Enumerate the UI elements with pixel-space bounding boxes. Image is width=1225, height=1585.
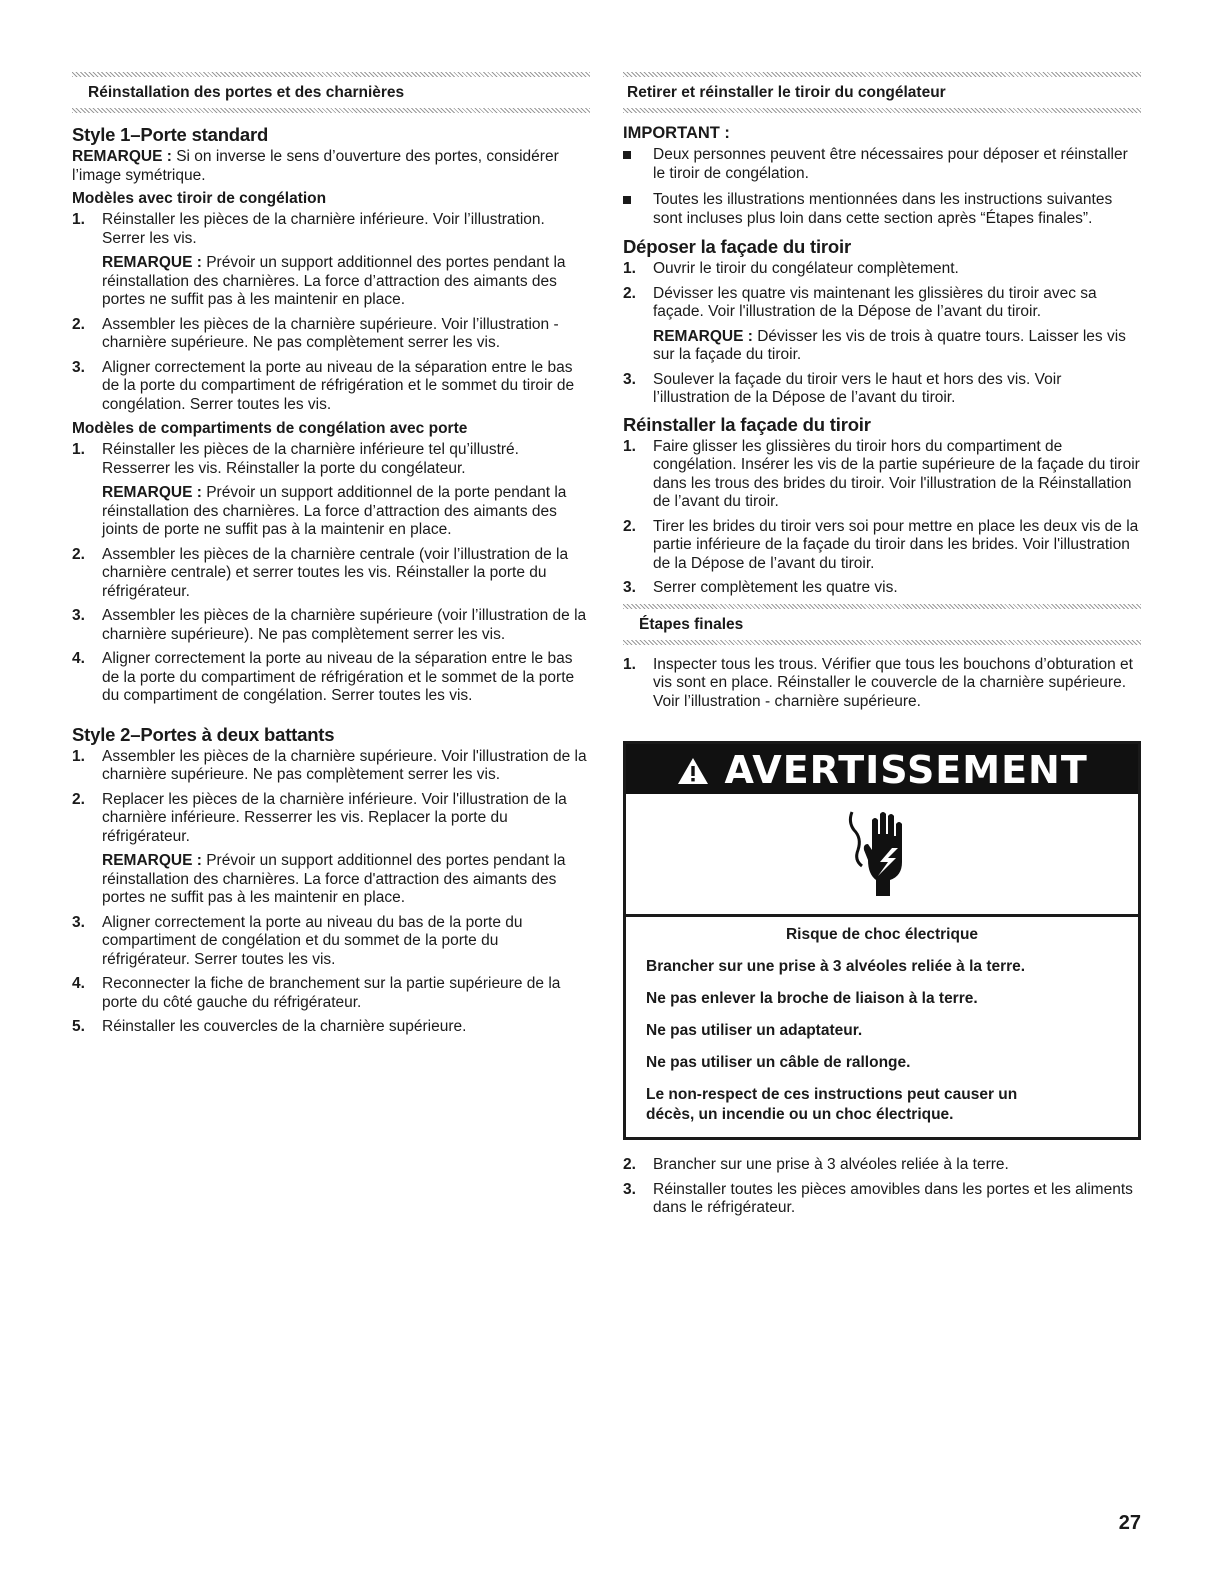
list-item (623, 191, 1141, 228)
warning-triangle-icon (676, 756, 710, 786)
note-text: Prévoir un support additionnel des portes pendant la réinstallation des charnières. La force d’attraction des aimants des portes ne suffit pas à les maintenir en place. (102, 254, 566, 308)
warning-line: Ne pas utiliser un câble de rallonge. (646, 1054, 911, 1071)
note-text: Prévoir un support additionnel des portes pendant la réinstallation des charnières. La force d'attraction des aimants des portes ne suffit pas à les maintenir en place. (102, 852, 566, 906)
step-number: 3. (72, 607, 85, 624)
step-number: 1. (72, 441, 85, 458)
list-item (623, 579, 1141, 598)
list-item (72, 1018, 590, 1037)
list-item (72, 441, 590, 540)
step-text: Aligner correctement la porte au niveau de la séparation entre le bas de la porte du compartiment de réfrigération et le sommet de la porte du compartiment de congélation. Serrer toutes les vis. (102, 650, 575, 704)
step-number: 3. (623, 370, 636, 388)
note-text: Si on inverse le sens d’ouverture des portes, considérer l’image symétrique. (72, 148, 559, 184)
hatch-rule (623, 640, 1141, 645)
step-number: 2. (72, 315, 85, 333)
step-note (653, 328, 1141, 365)
bullet-text: Deux personnes peuvent être nécessaires pour déposer et réinstaller le tiroir de congélation. (653, 146, 1128, 182)
section-title: Retirer et réinstaller le tiroir du congélateur (627, 84, 946, 101)
section-title: Étapes finales (639, 615, 744, 633)
section-banner-drawer (623, 72, 1141, 116)
important-heading: IMPORTANT : (623, 124, 730, 142)
step-number: 4. (72, 650, 85, 667)
list-item (623, 285, 1141, 365)
list-item (72, 211, 590, 310)
style1-note (72, 148, 590, 185)
step-number: 1. (623, 655, 636, 673)
list-item (623, 518, 1141, 574)
section-title: Réinstallation des portes et des charnières (88, 84, 405, 101)
step-number: 2. (72, 545, 85, 563)
left-column (72, 72, 590, 1043)
step-number: 3. (623, 579, 636, 596)
step-note (102, 254, 590, 310)
step-number: 3. (623, 1180, 636, 1198)
step-text: Inspecter tous les trous. Vérifier que tous les bouchons d’obturation et vis sont en place. Réinstaller le couvercle de la charnière supérieure. Voir l’illustration - charnière supérieure. (653, 655, 1133, 710)
warning-line: Ne pas utiliser un adaptateur. (646, 1022, 863, 1039)
bullet-list (623, 146, 1141, 228)
step-text: Reconnecter la fiche de branchement sur la partie supérieure de la porte du côté gauche du réfrigérateur. (102, 975, 561, 1011)
depose-heading: Déposer la façade du tiroir (623, 236, 851, 257)
step-number: 1. (623, 260, 636, 277)
step-text: Replacer les pièces de la charnière inférieure. Voir l'illustration de la charnière inférieure. Resserrer les vis. Replacer la porte du réfrigérateur. (102, 790, 567, 845)
hatch-rule (623, 108, 1141, 113)
step-number: 4. (72, 975, 85, 992)
step-text: Assembler les pièces de la charnière supérieure. Voir l'illustration de la charnière supérieure. Ne pas complètement serrer les vis. (102, 747, 587, 783)
warning-consequence: Le non-respect de ces instructions peut causer un décès, un incendie ou un choc électrique. (646, 1086, 1018, 1123)
step-note (102, 852, 590, 908)
note-text: Prévoir un support additionnel de la porte pendant la réinstallation des charnières. La force d’attraction des aimants des joints de porte ne suffit pas à la maintenir en place. (102, 484, 567, 538)
right-column (623, 72, 1141, 1224)
list-item (72, 791, 590, 908)
bullet-text: Toutes les illustrations mentionnées dans les instructions suivantes sont incluses plus loin dans cette section après “Étapes finales”. (653, 191, 1113, 227)
list-item (72, 316, 590, 353)
step-text: Tirer les brides du tiroir vers soi pour mettre en place les deux vis de la partie inférieure de la façade du tiroir dans les brides. Voir l'illustration de la Dépose de l’avant du tiroir. (653, 517, 1139, 572)
step-number: 2. (72, 790, 85, 808)
section-banner-final-steps (623, 604, 1141, 648)
electric-shock-hand-icon (842, 804, 922, 904)
steps-list (72, 748, 590, 1037)
step-text: Brancher sur une prise à 3 alvéoles reliée à la terre. (653, 1156, 1009, 1173)
steps-list (72, 211, 590, 414)
list-item (72, 748, 590, 785)
step-number: 2. (623, 517, 636, 535)
page-number: 27 (1118, 1512, 1141, 1534)
list-item (623, 1156, 1141, 1175)
list-item (72, 650, 590, 706)
warning-box (623, 741, 1141, 1140)
step-number: 3. (72, 358, 85, 376)
list-item (623, 146, 1141, 183)
step-text: Aligner correctement la porte au niveau du bas de la porte du compartiment de congélation et du sommet de la porte du réfrigérateur. Serrer toutes les vis. (102, 913, 523, 968)
note-text: Dévisser les vis de trois à quatre tours. Laisser les vis sur la façade du tiroir. (653, 327, 1126, 363)
step-text: Réinstaller les pièces de la charnière inférieure tel qu’illustré. Resserrer les vis. Réinstaller la porte du congélateur. (102, 441, 519, 477)
step-text: Faire glisser les glissières du tiroir hors du compartiment de congélation. Insérer les vis de la partie supérieure de la façade du tiroir dans les trous des brides du tiroir. Voir l'illustration de la Réinstallation de l’avant du tiroir. (653, 437, 1140, 510)
list-item (623, 371, 1141, 408)
note-keyword: REMARQUE : (102, 484, 202, 501)
list-item (72, 914, 590, 970)
hatch-rule (623, 72, 1141, 77)
step-number: 2. (623, 1156, 636, 1173)
warning-icon-area (626, 794, 1138, 917)
list-item (72, 546, 590, 602)
subheading-door-models: Modèles de compartiments de congélation avec porte (72, 420, 468, 437)
hatch-rule (72, 72, 590, 77)
step-text: Assembler les pièces de la charnière centrale (voir l’illustration de la charnière centrale) et serrer toutes les vis. Réinstaller la porte du réfrigérateur. (102, 545, 569, 600)
note-keyword: REMARQUE : (72, 148, 172, 165)
step-note (102, 484, 590, 540)
warning-line: Ne pas enlever la broche de liaison à la terre. (646, 990, 978, 1007)
square-bullet-icon (623, 196, 631, 204)
warning-title: Risque de choc électrique (785, 926, 979, 943)
step-number: 1. (72, 747, 85, 765)
step-text: Réinstaller les pièces de la charnière inférieure. Voir l’illustration. Serrer les vis. (102, 211, 545, 247)
step-text: Assembler les pièces de la charnière supérieure. Voir l’illustration - charnière supérieure. Ne pas complètement serrer les vis. (102, 315, 559, 351)
step-number: 3. (72, 913, 85, 931)
hatch-rule (72, 108, 590, 113)
step-text: Aligner correctement la porte au niveau de la séparation entre le bas de la porte du compartiment de réfrigération et le sommet du tiroir de congélation. Serrer toutes les vis. (102, 358, 575, 413)
step-number: 1. (623, 437, 636, 455)
list-item (72, 975, 590, 1012)
warning-header (626, 744, 1138, 794)
step-number: 2. (623, 284, 636, 302)
style1-heading: Style 1–Porte standard (72, 124, 269, 145)
step-text: Soulever la façade du tiroir vers le haut et hors des vis. Voir l’illustration de la Dépose de l’avant du tiroir. (653, 370, 1062, 406)
style2-heading: Style 2–Portes à deux battants (72, 723, 335, 745)
list-item (623, 656, 1141, 712)
step-text: Assembler les pièces de la charnière supérieure (voir l’illustration de la charnière supérieure). Ne pas complètement serrer les vis. (102, 607, 587, 643)
warning-header-text: AVERTISSEMENT (724, 748, 1088, 792)
subheading-drawer-models: Modèles avec tiroir de congélation (72, 190, 327, 207)
square-bullet-icon (623, 151, 631, 159)
steps-list (623, 260, 1141, 408)
step-text: Réinstaller les couvercles de la charnière supérieure. (102, 1018, 467, 1035)
step-number: 1. (72, 211, 85, 228)
step-text: Serrer complètement les quatre vis. (653, 579, 898, 596)
list-item (623, 1181, 1141, 1218)
warning-body (626, 917, 1138, 1137)
hatch-rule (623, 604, 1141, 609)
steps-list (72, 441, 590, 706)
steps-list (623, 438, 1141, 598)
note-keyword: REMARQUE : (102, 852, 202, 869)
list-item (623, 260, 1141, 279)
list-item (623, 438, 1141, 512)
step-text: Ouvrir le tiroir du congélateur complètement. (653, 260, 959, 277)
steps-list (623, 656, 1141, 712)
step-number: 5. (72, 1018, 85, 1035)
step-text: Dévisser les quatre vis maintenant les glissières du tiroir avec sa façade. Voir l'illustration de la Dépose de l’avant du tiroir. (653, 284, 1097, 320)
list-item (72, 607, 590, 644)
section-banner-reinstallation (72, 72, 590, 116)
step-text: Réinstaller toutes les pièces amovibles dans les portes et les aliments dans le réfrigérateur. (653, 1180, 1133, 1216)
warning-line: Brancher sur une prise à 3 alvéoles reliée à la terre. (646, 958, 1026, 975)
note-keyword: REMARQUE : (653, 327, 753, 345)
reinstall-heading: Réinstaller la façade du tiroir (623, 413, 871, 435)
note-keyword: REMARQUE : (102, 254, 202, 271)
steps-list (623, 1156, 1141, 1218)
list-item (72, 359, 590, 415)
